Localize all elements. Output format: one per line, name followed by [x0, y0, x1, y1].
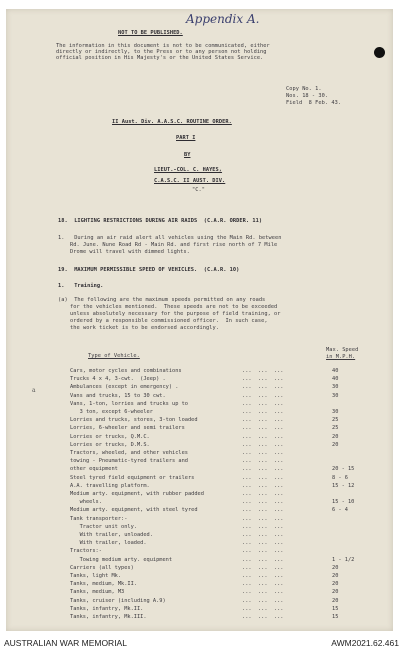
table-row: [70, 458, 386, 465]
section-19-subheading: 1. Training.: [58, 283, 104, 289]
table-header-speed-2: in M.P.H.: [326, 354, 356, 360]
section-18-line-2: Rd. June. Nune Road Rd - Main Rd. and first rise north of 7 Mile: [70, 242, 278, 248]
punch-hole-icon: [374, 47, 385, 58]
handwritten-annotation: Appendix A.: [186, 12, 260, 26]
vehicle-type: Cars, motor cycles and combinations: [70, 368, 182, 374]
section-19-line-2: for the vehicles mentioned. These speeds are not to be exceeded: [70, 304, 278, 310]
max-speed: 25: [332, 417, 339, 424]
leader-dots: ... ... ...: [242, 441, 284, 448]
table-row: [70, 589, 386, 596]
section-19-line-3: unless absolutely necessary for the purpose of field training, or: [70, 311, 281, 317]
table-row: [70, 376, 386, 383]
max-speed: 8 - 6: [332, 474, 348, 481]
vehicle-type: Tractors, wheeled, and other vehicles: [70, 450, 188, 456]
table-row: [70, 434, 386, 441]
max-speed: 20 - 15: [332, 466, 355, 473]
max-speed: 15 - 10: [332, 499, 355, 506]
notice-line-3: official position in His Majesty's or the United States Service.: [56, 55, 264, 61]
max-speed: 20: [332, 441, 339, 448]
leader-dots: ... ... ...: [242, 614, 284, 620]
max-speed: 40: [332, 376, 339, 383]
max-speed: 1 - 1/2: [332, 556, 355, 563]
table-row: [70, 573, 386, 580]
table-row: [70, 401, 386, 408]
leader-dots: ... ... ...: [242, 482, 284, 489]
table-header-type: Type of Vehicle.: [88, 353, 140, 359]
leader-dots: ... ... ...: [242, 573, 284, 579]
table-row: [70, 417, 386, 424]
vehicle-type: With trailer, loaded.: [70, 540, 147, 547]
vehicle-type: With trailer, unloaded.: [70, 532, 153, 538]
leader-dots: ... ... ...: [242, 384, 284, 391]
margin-mark: a: [32, 387, 36, 394]
max-speed: 40: [332, 368, 339, 374]
vehicle-type: Tractor unit only.: [70, 523, 137, 530]
vehicle-type: Steel tyred field equipment or trailers: [70, 474, 195, 481]
leader-dots: ... ... ...: [242, 564, 284, 571]
section-18-line-1: 1. During an air raid alert all vehicles using the Main Rd. between: [58, 235, 282, 241]
vehicle-type: Towing medium arty. equipment: [70, 556, 173, 563]
copy-range: Nos. 18 - 30.: [286, 93, 329, 99]
table-row: [70, 450, 386, 457]
vehicle-type: Tanks, light Mk.: [70, 573, 122, 579]
table-row: [70, 409, 386, 416]
table-row: [70, 393, 386, 400]
leader-dots: ... ... ...: [242, 499, 284, 506]
footer-institution: AUSTRALIAN WAR MEMORIAL: [4, 638, 127, 648]
leader-dots: ... ... ...: [242, 581, 284, 588]
section-19-heading: 19. MAXIMUM PERMISSIBLE SPEED OF VEHICLES. (C.A.R. 10): [58, 267, 240, 273]
document-page: [6, 9, 393, 631]
leader-dots: ... ... ...: [242, 491, 284, 497]
max-speed: 15 - 12: [332, 482, 355, 489]
vehicle-type: Lorries or trucks, D.M.S.: [70, 441, 150, 448]
table-row: [70, 581, 386, 588]
table-row: [70, 557, 386, 564]
vehicle-type: Carriers (all types): [70, 564, 134, 571]
section-18-heading: 18. LIGHTING RESTRICTIONS DURING AIR RAIDS (C.A.R. ORDER. 11): [58, 218, 263, 224]
vehicle-type: Tanks, medium, M3: [70, 589, 125, 596]
vehicle-type: A.A. travelling platform.: [70, 482, 150, 489]
notice-line-1: The information in this document is not to be communicated, either: [56, 43, 270, 49]
leader-dots: ... ... ...: [242, 425, 284, 432]
leader-dots: ... ... ...: [242, 400, 284, 407]
table-row: [70, 475, 386, 482]
table-row: [70, 532, 386, 539]
table-row: [70, 524, 386, 531]
vehicle-type: Tank transporter:-: [70, 515, 128, 522]
max-speed: 25: [332, 425, 339, 432]
leader-dots: ... ... ...: [242, 605, 284, 612]
section-19-line-4: ordered by a responsible commissioned officer. In such case,: [70, 318, 268, 324]
table-row: [70, 425, 386, 432]
vehicle-type: Lorries and trucks, stores, 3-ton loaded: [70, 417, 198, 424]
footer-bar: [0, 631, 403, 653]
table-row: [70, 565, 386, 572]
vehicle-type: Medium arty. equipment, with steel tyred: [70, 507, 198, 514]
table-row: [70, 548, 386, 555]
vehicle-type: Tractors:-: [70, 548, 102, 555]
table-row: [70, 483, 386, 490]
table-row: [70, 491, 386, 498]
leader-dots: ... ... ...: [242, 597, 284, 604]
vehicle-type: Lorries or trucks, Q.M.C.: [70, 433, 150, 440]
vehicle-type: other equipment: [70, 466, 118, 473]
max-speed: 30: [332, 392, 339, 399]
vehicle-type: Tanks, infantry, Mk.II.: [70, 605, 144, 612]
orders-title: LIEUT.-COL. C. HAYES,: [154, 167, 223, 173]
leader-dots: ... ... ...: [242, 409, 284, 415]
field-date: Field 8 Feb. 43.: [286, 100, 342, 106]
vehicle-type: Vans and trucks, 15 to 30 cwt.: [70, 392, 166, 399]
vehicle-type: Tanks, cruiser (including A.9): [70, 597, 166, 604]
max-speed: 30: [332, 409, 339, 415]
vehicle-type: Ambulances (except in emergency) .: [70, 384, 179, 391]
vehicle-type: Tanks, infantry, Mk.III.: [70, 614, 147, 620]
leader-dots: ... ... ...: [242, 376, 284, 383]
max-speed: 15: [332, 614, 339, 620]
table-row: [70, 516, 386, 523]
leader-dots: ... ... ...: [242, 532, 284, 538]
notice-line-2: directly or indirectly, to the Press or to any person not holding: [56, 49, 267, 55]
vehicle-type: wheels.: [70, 499, 102, 506]
classification-heading: NOT TO BE PUBLISHED.: [118, 30, 183, 36]
leader-dots: ... ... ...: [242, 417, 284, 424]
leader-dots: ... ... ...: [242, 450, 284, 456]
max-speed: 15: [332, 605, 339, 612]
leader-dots: ... ... ...: [242, 458, 284, 465]
table-row: [70, 606, 386, 613]
unit-title: C.A.S.C. II AUST. DIV.: [154, 178, 226, 184]
vehicle-type: Lorries, 6-wheeler and semi trailers: [70, 425, 185, 432]
footer-accession: AWM2021.62.461: [331, 638, 399, 648]
table-row: [70, 540, 386, 547]
vehicle-type: Medium arty. equipment, with rubber padded: [70, 491, 204, 497]
table-row: [70, 614, 386, 621]
max-speed: 6 - 4: [332, 507, 348, 514]
max-speed: 20: [332, 573, 339, 579]
section-19-line-5: the work ticket is to be endorsed accordingly.: [70, 325, 219, 331]
max-speed: 20: [332, 581, 339, 588]
section-18-line-3: Drome will travel with dimmed lights.: [70, 249, 190, 255]
table-row: [70, 598, 386, 605]
leader-dots: ... ... ...: [242, 556, 284, 563]
table-header-speed-1: Max. Speed: [326, 347, 359, 353]
max-speed: 20: [332, 564, 339, 571]
max-speed: 30: [332, 384, 339, 391]
vehicle-type: 3 ton, except 6-wheeler: [70, 409, 153, 415]
leader-dots: ... ... ...: [242, 474, 284, 481]
vehicle-type: Vans, 1-ton, lorries and trucks up to: [70, 400, 188, 407]
leader-dots: ... ... ...: [242, 433, 284, 440]
leader-dots: ... ... ...: [242, 589, 284, 596]
part-title: PART I: [176, 135, 196, 141]
max-speed: 20: [332, 589, 339, 596]
vehicle-type: towing - Pneumatic-tyred trailers and: [70, 458, 188, 465]
leader-dots: ... ... ...: [242, 466, 284, 473]
max-speed: 20: [332, 597, 339, 604]
leader-dots: ... ... ...: [242, 368, 284, 374]
table-row: [70, 507, 386, 514]
leader-dots: ... ... ...: [242, 540, 284, 547]
section-19-line-1: (a) The following are the maximum speeds permitted on any roads: [58, 297, 266, 303]
cc-line: "C.": [192, 187, 205, 193]
leader-dots: ... ... ...: [242, 392, 284, 399]
copy-number: Copy No. 1.: [286, 86, 322, 92]
formation-title: II Aust. Div. A.A.S.C. ROUTINE ORDER.: [112, 119, 232, 125]
vehicle-type: Trucks 4 x 4, 3-cwt. (Jeep) .: [70, 376, 166, 383]
vehicle-type: Tanks, medium, Mk.II.: [70, 581, 137, 588]
table-row: [70, 384, 386, 391]
to-title: BY: [184, 152, 191, 158]
leader-dots: ... ... ...: [242, 515, 284, 522]
max-speed: 20: [332, 433, 339, 440]
table-row: [70, 499, 386, 506]
leader-dots: ... ... ...: [242, 523, 284, 530]
table-row: [70, 466, 386, 473]
leader-dots: ... ... ...: [242, 507, 284, 514]
table-row: [70, 368, 386, 375]
table-row: [70, 442, 386, 449]
leader-dots: ... ... ...: [242, 548, 284, 555]
